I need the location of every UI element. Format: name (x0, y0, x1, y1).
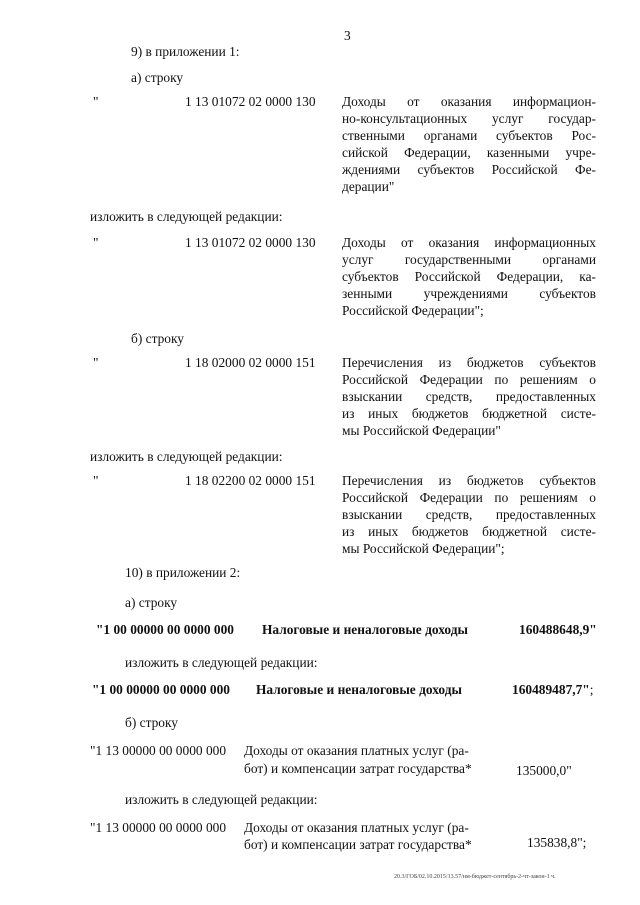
replace-instruction: изложить в следующей редакции: (90, 209, 283, 224)
replace-instruction: изложить в следующей редакции: (90, 449, 283, 464)
item-b-label: б) строку (125, 715, 178, 730)
amount-value: 160489487,7" (512, 682, 590, 697)
row-code: "1 00 00000 00 0000 000 (92, 682, 230, 697)
row-amount (512, 681, 593, 698)
row3-quote: " (93, 355, 99, 370)
desc-line: взыскании средств, предоставленных (342, 389, 596, 404)
desc-line: Перечисления из бюджетов субъектов (342, 473, 596, 488)
desc-line: Российской Федерации по решениям о (342, 490, 596, 505)
row-amount: 135000,0" (516, 763, 572, 778)
desc-line: Перечисления из бюджетов субъектов (342, 355, 596, 370)
page-number: 3 (344, 28, 351, 43)
desc-line: из иных бюджетов бюджетной систе- (342, 406, 596, 421)
row-code: "1 00 00000 00 0000 000 (96, 622, 234, 637)
desc-line: услуг государственными органами (342, 252, 596, 267)
section-9-heading: 9) в приложении 1: (131, 44, 240, 59)
replace-instruction: изложить в следующей редакции: (125, 792, 318, 807)
desc-line: мы Российской Федерации" (342, 423, 501, 438)
desc-line: дерации" (342, 179, 395, 194)
row-name-line: бот) и компенсации затрат государства* (244, 761, 472, 776)
amount-tail: ; (589, 682, 594, 697)
item-a-label: а) строку (131, 70, 184, 85)
row-name-line: Доходы от оказания платных услуг (ра- (244, 820, 469, 835)
desc-line: ждениями субъектов Российской Фе- (342, 162, 596, 177)
section-10-heading: 10) в приложении 2: (125, 565, 241, 580)
row-name-line: бот) и компенсации затрат государства* (244, 837, 472, 852)
desc-line: мы Российской Федерации"; (342, 541, 505, 556)
row3-code: 1 18 02000 02 0000 151 (185, 355, 316, 370)
replace-instruction: изложить в следующей редакции: (125, 655, 318, 670)
row1-quote: " (93, 94, 99, 109)
row-code: "1 13 00000 00 0000 000 (90, 820, 227, 835)
desc-line: ственными органами субъектов Рос- (342, 128, 596, 143)
row-name: Налоговые и неналоговые доходы (262, 622, 468, 637)
desc-line: Доходы от оказания информационных (342, 235, 596, 250)
row2-description (342, 234, 596, 319)
row2-code: 1 13 01072 02 0000 130 (185, 235, 316, 250)
desc-line: Российской Федерации по решениям о (342, 372, 596, 387)
row-amount: 160488648,9" (519, 622, 597, 637)
row2-quote: " (93, 235, 99, 250)
desc-line: Доходы от оказания информацион- (342, 94, 596, 109)
item-a-label: а) строку (125, 595, 178, 610)
row4-description (342, 472, 596, 557)
desc-line: Российской Федерации"; (342, 303, 484, 318)
desc-line: взыскании средств, предоставленных (342, 507, 596, 522)
row1-description (342, 93, 596, 195)
desc-line: из иных бюджетов бюджетной систе- (342, 524, 596, 539)
desc-line: зенными учреждениями субъектов (342, 286, 596, 301)
row4-quote: " (93, 473, 99, 488)
row3-description (342, 354, 596, 439)
row4-code: 1 18 02200 02 0000 151 (185, 473, 316, 488)
desc-line: но-консультационных услуг государ- (342, 111, 596, 126)
row-amount: 135838,8"; (527, 835, 587, 850)
item-b-label: б) строку (131, 331, 184, 346)
row-code: "1 13 00000 00 0000 000 (90, 743, 227, 758)
row-name-line: Доходы от оказания платных услуг (ра- (244, 743, 469, 758)
row1-code: 1 13 01072 02 0000 130 (185, 94, 316, 109)
document-footer: 20.3/ГОБ/02.10.2015/13.57/нм-бюджет-сентябрь-2-чт-закон-1 ч. (394, 874, 556, 880)
desc-line: субъектов Российской Федерации, ка- (342, 269, 596, 284)
desc-line: сийской Федерации, казенными учре- (342, 145, 596, 160)
row-name: Налоговые и неналоговые доходы (256, 682, 462, 697)
